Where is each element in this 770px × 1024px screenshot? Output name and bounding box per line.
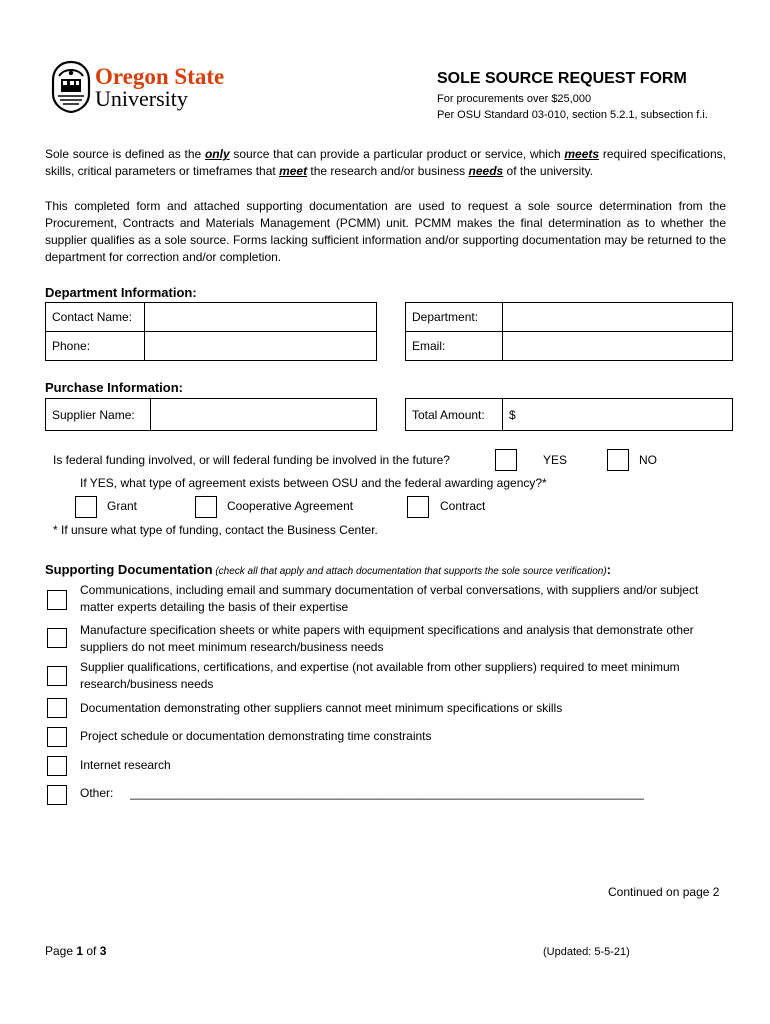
department-table xyxy=(45,302,733,361)
total-amount-label: Total Amount: xyxy=(406,399,503,431)
doc-checkbox-internet-research[interactable] xyxy=(47,756,67,776)
page-number: Page 1 of 3 xyxy=(45,944,107,958)
subtitle-threshold: For procurements over $25,000 xyxy=(437,93,592,105)
funding-note: * If unsure what type of funding, contact the Business Center. xyxy=(53,523,378,537)
doc-checkbox-qualifications[interactable] xyxy=(47,666,67,686)
dollar-sign: $ xyxy=(509,407,516,422)
supplier-name-field[interactable] xyxy=(151,399,377,431)
intro-definition: Sole source is defined as the only source that can provide a particular product or service, which meets required specifications, skills, critical parameters or timeframes that meet the research and/or business needs of the university. xyxy=(45,147,726,178)
phone-label: Phone: xyxy=(46,332,145,361)
email-field[interactable] xyxy=(503,332,733,361)
doc-checkbox-other-suppliers[interactable] xyxy=(47,698,67,718)
contract-checkbox[interactable] xyxy=(407,496,429,518)
contract-label: Contract xyxy=(440,499,486,513)
doc-item-qualifications: Supplier qualifications, certifications, and expertise (not available from other suppliers) required to meet minimum research/business needs xyxy=(80,660,680,691)
doc-checkbox-communications[interactable] xyxy=(47,590,67,610)
grant-label: Grant xyxy=(107,499,138,513)
email-label: Email: xyxy=(406,332,503,361)
total-amount-field[interactable] xyxy=(503,399,733,431)
doc-item-spec-sheets: Manufacture specification sheets or white papers with equipment specifications and analysis that demonstrate other suppliers do not meet minimum research/business needs xyxy=(80,623,694,654)
subtitle-standard: Per OSU Standard 03-010, section 5.2.1, subsection f.i. xyxy=(437,109,708,121)
table-gap xyxy=(377,399,406,431)
supporting-heading: Supporting Documentation (check all that apply and attach documentation that supports the sole source verification): xyxy=(45,562,612,577)
doc-item-other-suppliers: Documentation demonstrating other suppliers cannot meet minimum specifications or skills xyxy=(80,701,563,715)
osu-wordmark xyxy=(95,66,224,110)
doc-item-internet-research: Internet research xyxy=(80,758,171,772)
doc-checkbox-schedule[interactable] xyxy=(47,727,67,747)
continued-note: Continued on page 2 xyxy=(608,885,720,899)
doc-item-other: Other: xyxy=(80,786,114,800)
purchase-table xyxy=(45,398,733,431)
no-label: NO xyxy=(639,453,657,467)
federal-funding-question: Is federal funding involved, or will federal funding be involved in the future? xyxy=(53,453,450,467)
phone-field[interactable] xyxy=(145,332,377,361)
doc-checkbox-other[interactable] xyxy=(47,785,67,805)
grant-checkbox[interactable] xyxy=(75,496,97,518)
department-label: Department: xyxy=(406,303,503,332)
contact-name-label: Contact Name: xyxy=(46,303,145,332)
doc-checkbox-spec-sheets[interactable] xyxy=(47,628,67,648)
cooperative-agreement-checkbox[interactable] xyxy=(195,496,217,518)
cooperative-agreement-label: Cooperative Agreement xyxy=(227,499,354,513)
doc-item-schedule: Project schedule or documentation demonstrating time constraints xyxy=(80,729,432,743)
agreement-question: If YES, what type of agreement exists between OSU and the federal awarding agency?* xyxy=(80,476,547,490)
other-text-line[interactable]: _____________________________________________________________________________ xyxy=(130,786,644,800)
yes-checkbox[interactable] xyxy=(495,449,517,471)
purchase-heading: Purchase Information: xyxy=(45,380,183,395)
form-title: SOLE SOURCE REQUEST FORM xyxy=(437,70,687,87)
logo-line-oregon-state: Oregon State xyxy=(95,64,225,89)
contact-name-field[interactable] xyxy=(145,303,377,332)
logo-line-university: University xyxy=(95,86,188,111)
yes-label: YES xyxy=(543,453,568,467)
supplier-name-label: Supplier Name: xyxy=(46,399,151,431)
department-field[interactable] xyxy=(503,303,733,332)
supporting-instruction: (check all that apply and attach documentation that supports the sole source verification) xyxy=(212,566,607,577)
no-checkbox[interactable] xyxy=(607,449,629,471)
doc-item-communications: Communications, including email and summary documentation of verbal conversations, with suppliers and/or subject matter experts detailing the basis of their expertise xyxy=(80,583,699,614)
table-gap xyxy=(377,332,406,361)
table-gap xyxy=(377,303,406,332)
intro-instructions: This completed form and attached supporting documentation are used to request a sole source determination from the Procurement, Contracts and Materials Management (PCMM) unit. PCMM makes the final determination as to whether the supplier qualifies as a sole source. Forms lacking sufficient information and/or supporting documentation may be returned to the department for correction and/or completion. xyxy=(45,199,726,264)
department-heading: Department Information: xyxy=(45,285,197,300)
osu-seal-logo xyxy=(50,60,92,114)
updated-date: (Updated: 5-5-21) xyxy=(543,946,630,958)
